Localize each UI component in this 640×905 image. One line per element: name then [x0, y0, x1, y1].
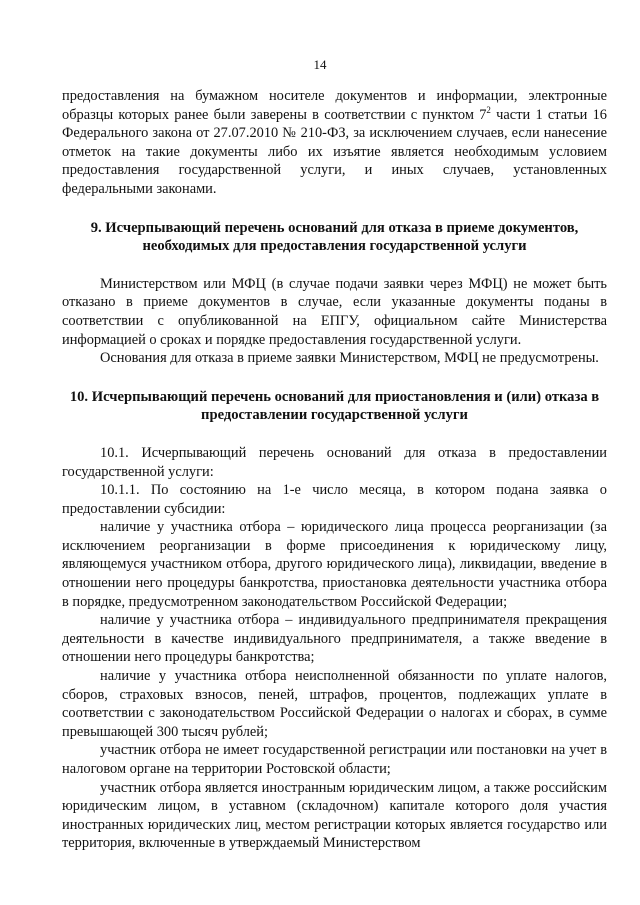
section-9-heading: 9. Исчерпывающий перечень оснований для отказа в приеме документов, необходимых для предоставления государственной услуги [90, 219, 579, 255]
section-10-paragraph: 10.1.1. По состоянию на 1-е число месяца, в котором подана заявка о предоставлении субсидии: [62, 482, 607, 517]
continuation-text-part1: предоставления на бумажном носителе документов и информации, электронные образцы которых ранее были заверены в соответствии с пунктом 7 [62, 88, 607, 123]
footnote-superscript: 2 [486, 104, 491, 115]
continuation-paragraph [62, 87, 607, 199]
document-body [62, 87, 607, 853]
continuation-text-part2: части 1 статьи 16 Федерального закона от 27.07.2010 № 210-ФЗ, за исключением случаев, если нанесение отметок на такие документы либо их изъятие является необходимым условием предоставления государственной услуги, и иных случаев, установленных федеральными законами. [62, 106, 607, 197]
section-10-paragraph: наличие у участника отбора – юридического лица процесса реорганизации (за исключением реорганизации в форме присоединения к юридическому лицу, являющемуся участником отбора, другого юридического лица), ликвидации, введение в отношении него процедуры банкротства, приостановка деятельности участника отбора в порядке, предусмотренном законодательством Российской Федерации; [62, 519, 607, 610]
section-10-paragraph: наличие у участника отбора – индивидуального предпринимателя прекращения деятельности в качестве индивидуального предпринимателя, а также введение в отношении него процедуры банкротства; [62, 612, 607, 666]
section-9-paragraph: Основания для отказа в приеме заявки Министерством, МФЦ не предусмотрены. [100, 350, 599, 367]
section-10-paragraph: наличие у участника отбора неисполненной обязанности по уплате налогов, сборов, страховых взносов, пеней, штрафов, процентов, подлежащих уплате в соответствии с законодательством Российской Федерации о налогах и сборах, в сумме превышающей 300 тысяч рублей; [62, 668, 607, 740]
section-10-paragraph: 10.1. Исчерпывающий перечень оснований для отказа в предоставлении государственной услуги: [62, 444, 607, 480]
section-10-paragraph: участник отбора не имеет государственной регистрации или постановки на учет в налоговом органе на территории Ростовской области; [62, 742, 607, 777]
section-9-paragraph: Министерством или МФЦ (в случае подачи заявки через МФЦ) не может быть отказано в приеме документов в случае, если указанные документы поданы в соответствии с опубликованной на ЕПГУ, официальном сайте Министерства информацией о сроках и порядке предоставления государственной услуги. [62, 275, 607, 348]
page-number: 14 [313, 57, 327, 72]
section-10-heading: 10. Исчерпывающий перечень оснований для приостановления и (или) отказа в предоставлении государственной услуги [69, 388, 600, 424]
section-10-paragraph: участник отбора является иностранным юридическим лицом, а также российским юридическим лицом, в уставном (складочном) капитале которого доля участия иностранных юридических лиц, местом регистрации которых является государство или территория, включенные в утверждаемый Министерством [62, 779, 607, 852]
